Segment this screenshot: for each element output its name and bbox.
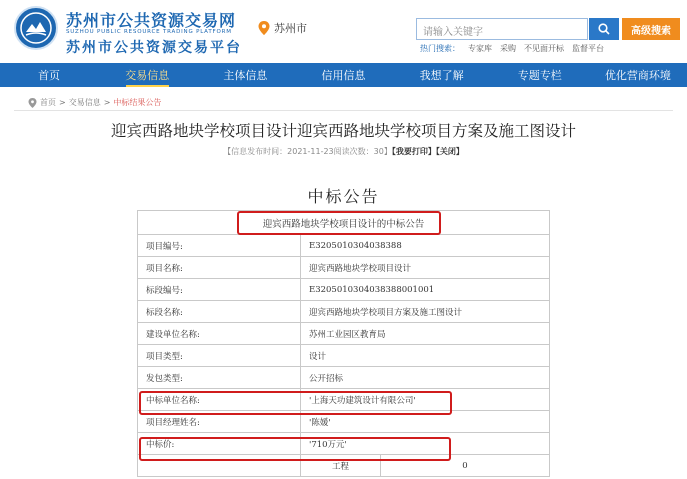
table-row — [138, 257, 550, 279]
search-icon — [598, 23, 610, 35]
row-label: 标段名称: — [138, 301, 301, 323]
site-name-secondary: 苏州市公共资源交易平台 — [66, 40, 242, 56]
main-nav — [0, 63, 687, 87]
row-value: 0 — [381, 455, 550, 477]
highlight-box — [139, 391, 452, 415]
hot-search-link[interactable]: 专家库 — [468, 44, 492, 53]
table-row — [138, 235, 550, 257]
location-pin-icon — [258, 21, 270, 35]
site-name-en: SUZHOU PUBLIC RESOURCE TRADING PLATFORM — [66, 29, 232, 35]
nav-item-home[interactable]: 首页 — [38, 69, 61, 82]
table-row — [138, 323, 550, 345]
hot-search-link[interactable]: 采购 — [500, 44, 516, 53]
search-input[interactable]: 请输入关键字 — [416, 18, 588, 40]
hot-search-link[interactable]: 监督平台 — [572, 44, 604, 53]
row-value: '710万元' — [301, 433, 550, 455]
row-label: 项目类型: — [138, 345, 301, 367]
print-link[interactable]: 【我要打印】 — [391, 147, 436, 156]
search-button[interactable] — [589, 18, 619, 40]
breadcrumb-separator-icon: > — [59, 98, 66, 107]
nav-item-business-environment[interactable]: 优化营商环境 — [604, 69, 671, 82]
breadcrumb-home[interactable]: 首页 — [40, 98, 56, 107]
publish-info: 【信息发布时间：2021-11-23阅读次数：30】 — [223, 147, 392, 156]
row-label: 建设单位名称: — [138, 323, 301, 345]
table-header: 迎宾西路地块学校项目设计的中标公告 — [138, 211, 550, 235]
page-title: 迎宾西路地块学校项目设计迎宾西路地块学校项目方案及施工图设计 — [110, 122, 576, 140]
table-row — [138, 279, 550, 301]
breadcrumb — [28, 97, 161, 108]
breadcrumb-separator-icon: > — [103, 98, 111, 107]
row-value: 迎宾西路地块学校项目方案及施工图设计 — [301, 301, 550, 323]
breadcrumb-trading-info[interactable]: 交易信息 — [68, 98, 101, 107]
notice-title: 中标公告 — [307, 187, 380, 206]
table-row — [138, 301, 550, 323]
row-value: '上海天功建筑设计有限公司' — [301, 389, 550, 411]
row-value: 设计 — [301, 345, 550, 367]
advanced-search-button[interactable]: 高级搜索 — [622, 18, 680, 40]
site-header — [0, 0, 687, 64]
location-icon — [28, 98, 37, 108]
breadcrumb-current: 中标结果公告 — [113, 98, 162, 107]
row-label: 标段编号: — [138, 279, 301, 301]
nav-item-credit-info[interactable]: 信用信息 — [321, 69, 366, 82]
row-label: 项目名称: — [138, 257, 301, 279]
location-selector[interactable] — [258, 20, 307, 36]
row-label: 发包类型: — [138, 367, 301, 389]
divider — [14, 110, 673, 111]
site-name[interactable]: 苏州市公共资源交易网 — [66, 11, 237, 30]
row-label: 项目编号: — [138, 235, 301, 257]
article-meta — [0, 146, 687, 157]
hot-searches — [420, 43, 604, 54]
row-value: 苏州工业园区教育局 — [301, 323, 550, 345]
table-row — [138, 367, 550, 389]
row-label: 中标单位名称: — [138, 389, 301, 411]
table-row — [138, 345, 550, 367]
site-logo-icon[interactable] — [14, 6, 58, 50]
row-value: E3205010304038388001001 — [301, 279, 550, 301]
close-link[interactable]: 【关闭】 — [435, 147, 464, 156]
nav-item-entity-info[interactable]: 主体信息 — [223, 69, 268, 82]
nav-item-learn-more[interactable]: 我想了解 — [419, 69, 464, 82]
highlight-box — [237, 211, 441, 235]
row-label: 中标价: — [138, 433, 301, 455]
row-label: 项目经理姓名: — [138, 411, 301, 433]
hot-search-link[interactable]: 不见面开标 — [524, 44, 564, 53]
row-value: 迎宾西路地块学校项目设计 — [301, 257, 550, 279]
nav-item-trading-info[interactable]: 交易信息 — [98, 63, 196, 87]
highlight-box — [139, 437, 451, 461]
location-label: 苏州市 — [274, 22, 307, 35]
row-value: '陈媛' — [301, 411, 550, 433]
nav-item-special-topics[interactable]: 专题专栏 — [517, 69, 562, 82]
row-sublabel: 工程 — [301, 455, 381, 477]
row-value: E3205010304038388 — [301, 235, 550, 257]
hot-search-label: 热门搜索： — [420, 44, 460, 53]
row-value: 公开招标 — [301, 367, 550, 389]
